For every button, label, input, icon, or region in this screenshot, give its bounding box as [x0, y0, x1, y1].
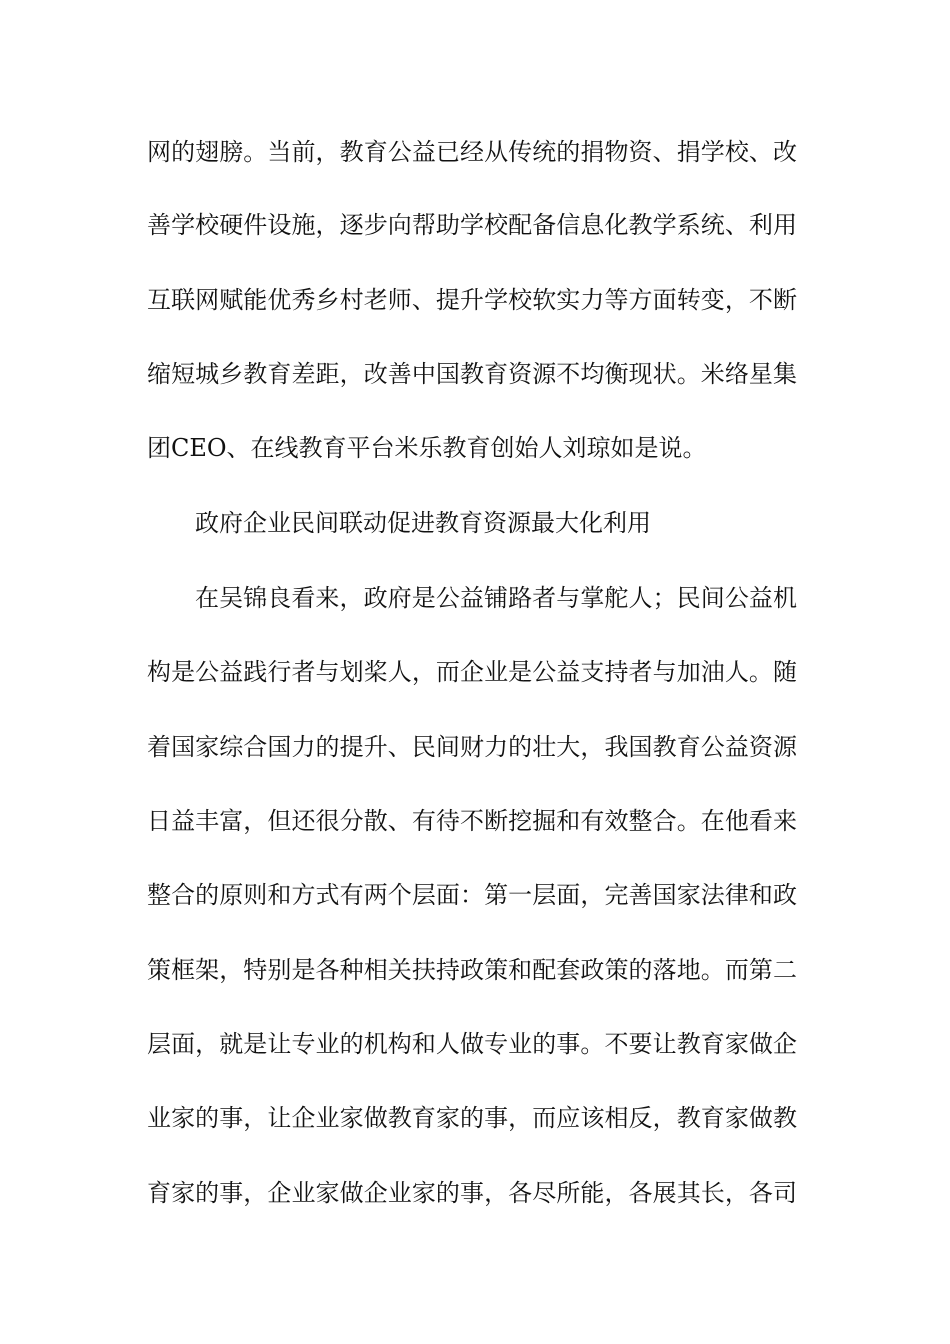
paragraph-line: 育家的事，企业家做企业家的事，各尽所能，各展其长，各司: [147, 1179, 797, 1207]
paragraph-line: 日益丰富，但还很分散、有待不断挖掘和有效整合。在他看来: [147, 807, 797, 835]
paragraph-line: 在吴锦良看来，政府是公益铺路者与掌舵人；民间公益机: [195, 584, 797, 612]
paragraph-line: 团CEO、在线教育平台米乐教育创始人刘琼如是说。: [147, 434, 707, 462]
paragraph-line: 互联网赋能优秀乡村老师、提升学校软实力等方面转变，不断: [147, 286, 797, 314]
paragraph-line: 着国家综合国力的提升、民间财力的壮大，我国教育公益资源: [147, 733, 797, 761]
paragraph-line: 整合的原则和方式有两个层面：第一层面，完善国家法律和政: [147, 881, 797, 909]
section-heading: 政府企业民间联动促进教育资源最大化利用: [195, 509, 651, 537]
paragraph-line: 层面，就是让专业的机构和人做专业的事。不要让教育家做企: [147, 1030, 797, 1058]
paragraph-line: 策框架，特别是各种相关扶持政策和配套政策的落地。而第二: [147, 956, 797, 984]
paragraph-line: 业家的事，让企业家做教育家的事，而应该相反，教育家做教: [147, 1104, 797, 1132]
paragraph-line: 缩短城乡教育差距，改善中国教育资源不均衡现状。米络星集: [147, 360, 797, 388]
paragraph-line: 构是公益践行者与划桨人，而企业是公益支持者与加油人。随: [147, 658, 797, 686]
paragraph-line: 网的翅膀。当前，教育公益已经从传统的捐物资、捐学校、改: [147, 138, 797, 166]
paragraph-line: 善学校硬件设施，逐步向帮助学校配备信息化教学系统、利用: [147, 211, 797, 239]
